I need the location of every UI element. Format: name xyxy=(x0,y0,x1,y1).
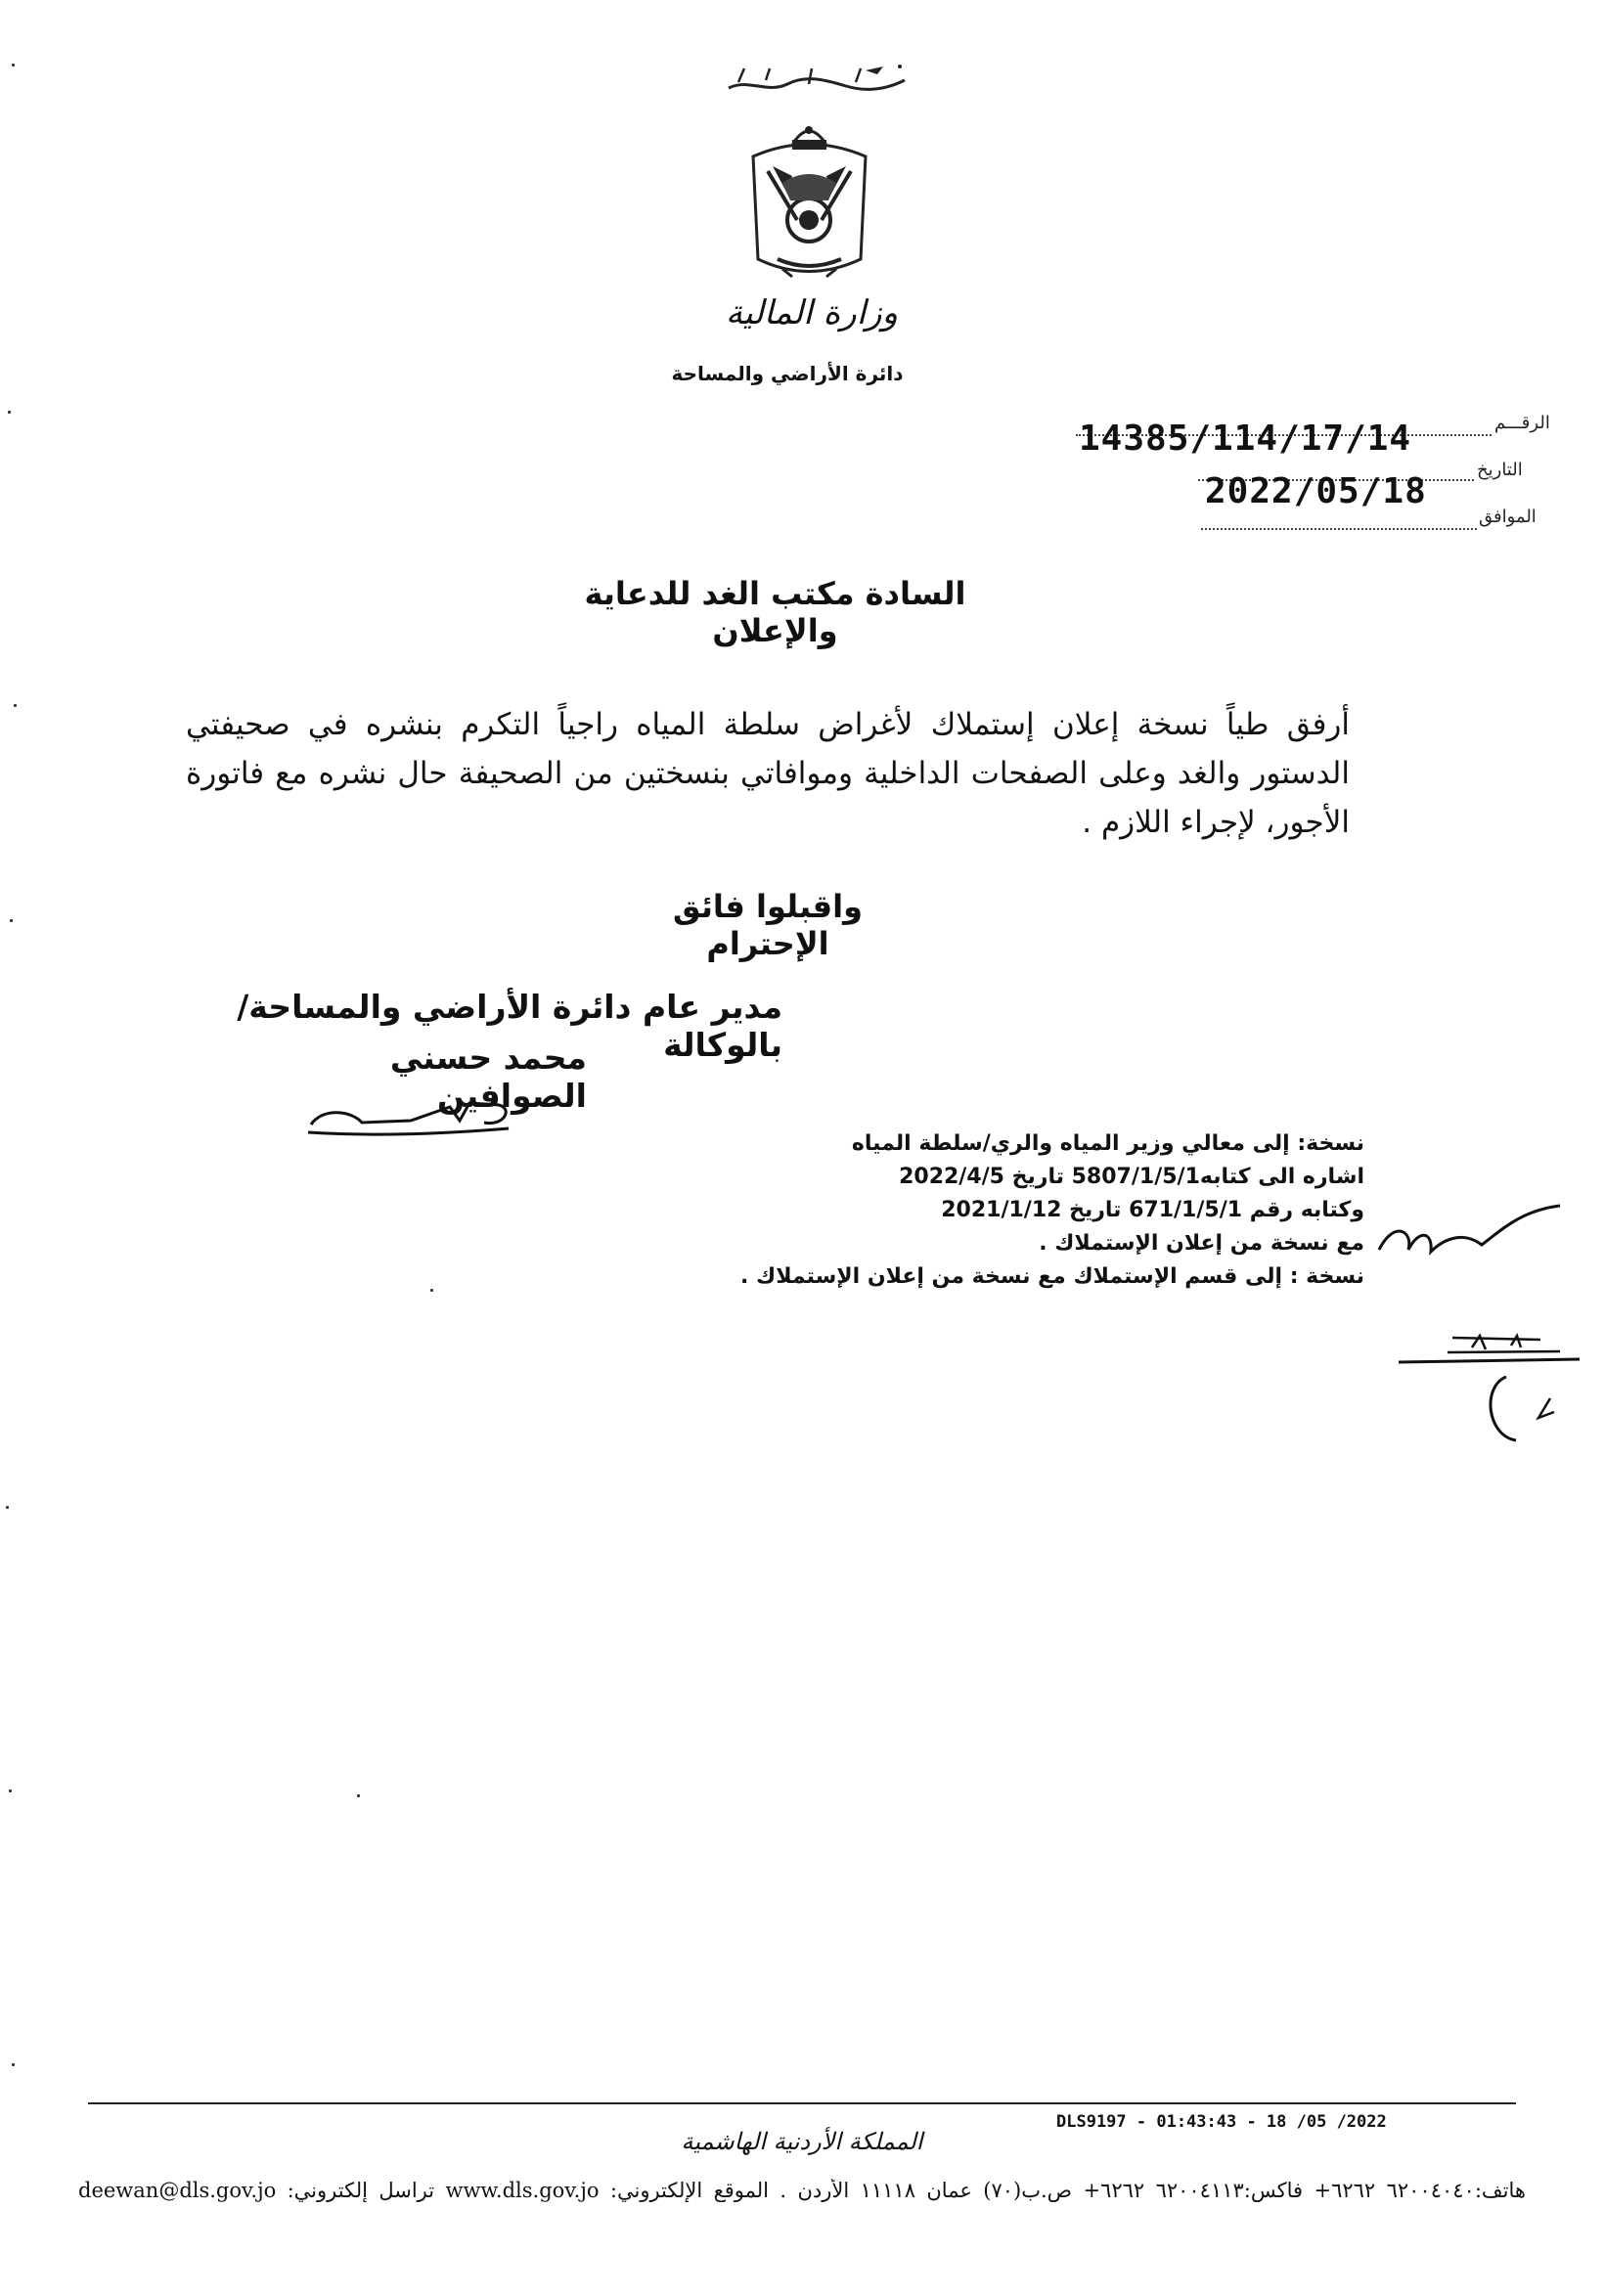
margin-mark-signature xyxy=(1394,1308,1589,1445)
scan-speck xyxy=(6,1506,9,1509)
addressee: السادة مكتب الغد للدعاية والإعلان xyxy=(584,575,966,649)
bismillah-calligraphy xyxy=(719,61,914,100)
ministry-name: وزارة المالية xyxy=(726,293,898,332)
corresponding-date-label: الموافق xyxy=(1479,507,1537,527)
copy-line-5: نسخة : إلى قسم الإستملاك مع نسخة من إعلان الإستملاك . xyxy=(740,1264,1364,1289)
date-label: التاريخ xyxy=(1477,460,1523,480)
corresponding-dots xyxy=(1201,528,1477,530)
scan-speck xyxy=(12,2063,15,2066)
reference-number: 14385/114/17/14 xyxy=(1079,419,1412,459)
copy-line-2: اشاره الى كتابه5807/1/5/1 تاريخ 2022/4/5 xyxy=(899,1165,1364,1189)
signer-title: مدير عام دائرة الأراضي والمساحة/بالوكالة xyxy=(237,988,782,1064)
copy-line-3: وكتابه رقم 671/1/5/1 تاريخ 2021/1/12 xyxy=(941,1198,1364,1222)
margin-initials-signature xyxy=(1374,1201,1570,1269)
director-signature xyxy=(303,1093,518,1142)
scan-speck xyxy=(12,64,15,66)
closing-salutation: واقبلوا فائق الإحترام xyxy=(673,888,863,962)
scan-speck xyxy=(14,704,17,707)
scan-speck xyxy=(357,1794,360,1797)
copy-line-4: مع نسخة من إعلان الإستملاك . xyxy=(1039,1231,1364,1256)
jordan-coat-of-arms-emblem xyxy=(743,112,875,284)
kingdom-name: المملكة الأردنية الهاشمية xyxy=(681,2128,923,2155)
footer-divider xyxy=(88,2102,1516,2104)
scan-speck xyxy=(8,411,11,414)
scan-speck xyxy=(10,919,13,922)
contact-details: هاتف:٦٢٠٠٤٠٤٠ ٦٢٦٢+ فاكس:٦٢٠٠٤١١٣ ٦٢٦٢+ ص.ب(٧٠) عمان ١١١١٨ الأردن . الموقع الإلكتروني: www.dls.gov.jo تراسل إلكتروني: deewan@dls.gov.jo xyxy=(78,2179,1526,2202)
print-timestamp: DLS9197 - 01:43:43 - 18 /05 /2022 xyxy=(1056,2112,1387,2132)
reference-label: الرقـــم xyxy=(1494,413,1550,433)
copy-line-1: نسخة: إلى معالي وزير المياه والري/سلطة المياه xyxy=(851,1131,1364,1156)
department-name: دائرة الأراضي والمساحة xyxy=(671,362,904,385)
date-value: 2022/05/18 xyxy=(1205,471,1427,511)
signer-name: محمد حسني الصوافين xyxy=(389,1038,587,1115)
scan-speck xyxy=(430,1289,433,1292)
scan-speck xyxy=(9,1789,12,1792)
letter-body: أرفق طياً نسخة إعلان إستملاك لأغراض سلطة المياه راجياً التكرم بنشره في صحيفتي الدستور والغد وعلى الصفحات الداخلية وموافاتي بنسختين من الصحيفة حال نشره مع فاتورة الأجور، لإجراء اللازم . xyxy=(186,707,1350,840)
